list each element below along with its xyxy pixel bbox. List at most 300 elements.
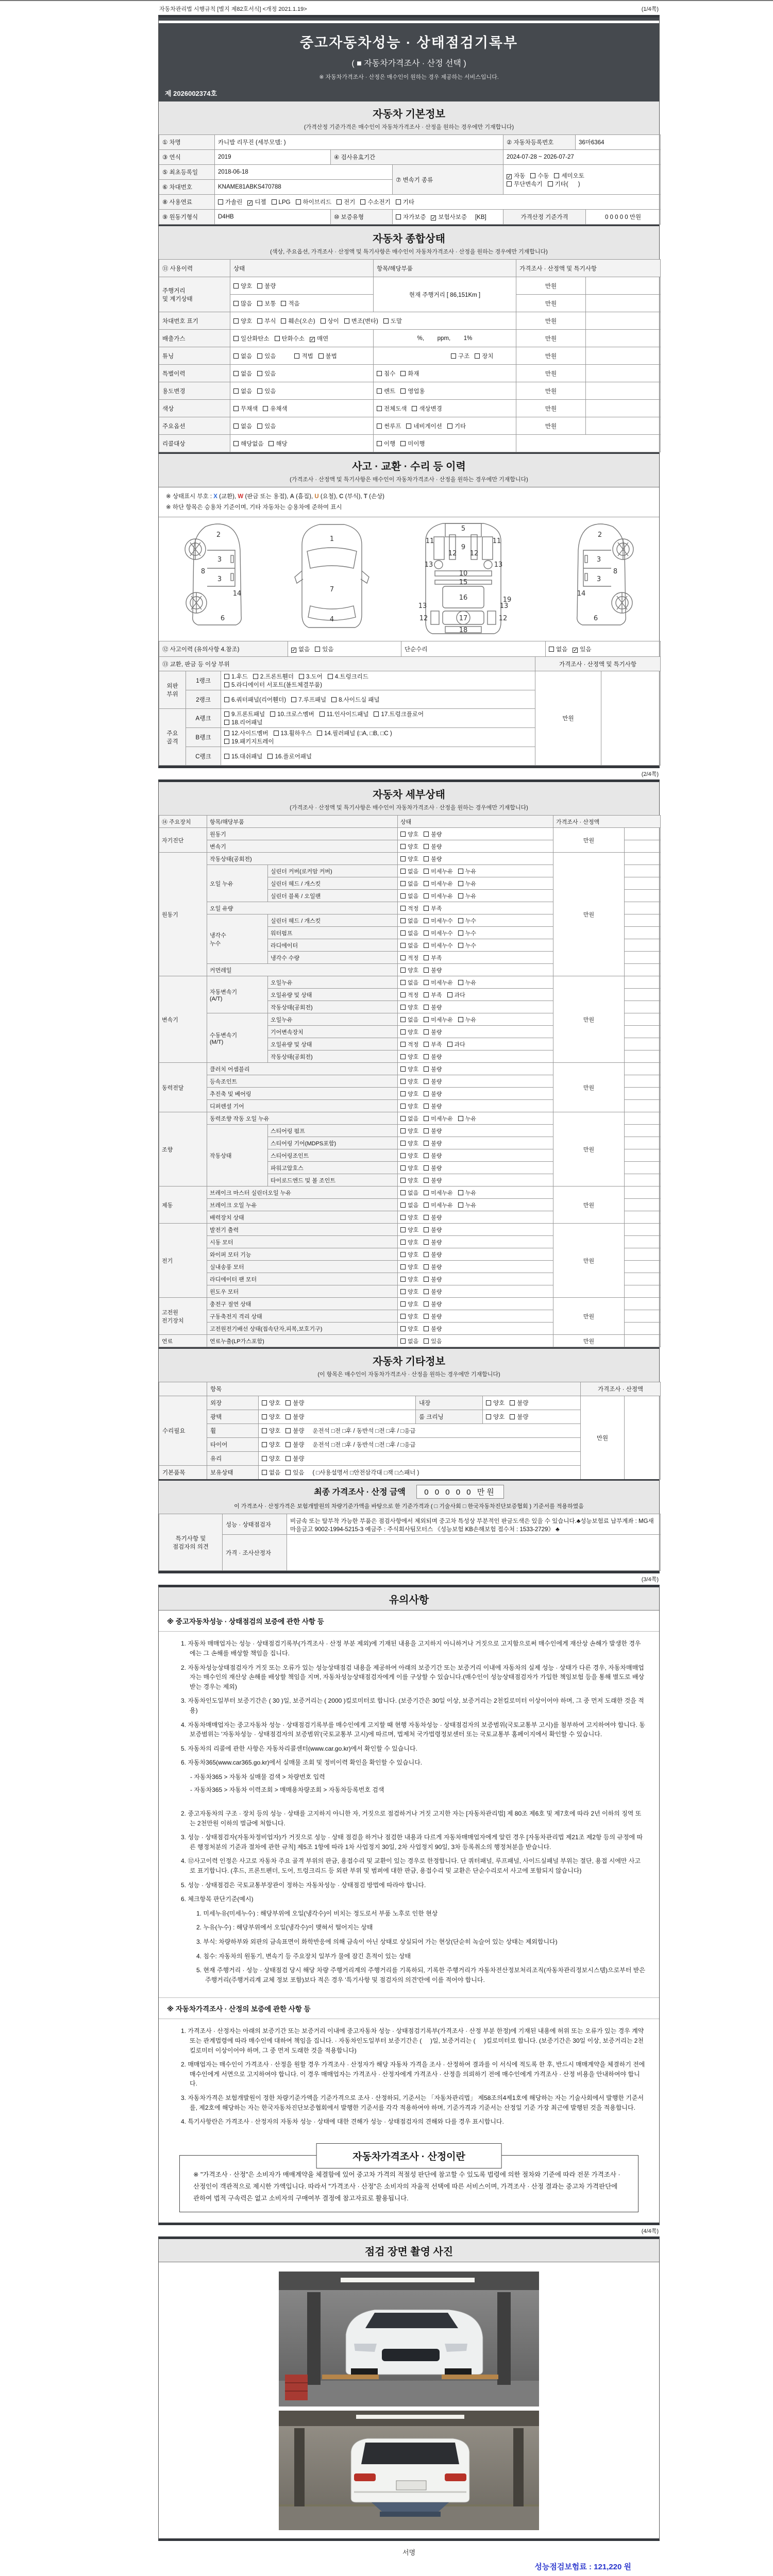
text: 누수 [210, 940, 221, 947]
field-label-car-name [159, 135, 215, 150]
checkbox-3.도어[interactable] [299, 674, 304, 679]
checkbox-16.플로어패널[interactable] [267, 754, 273, 759]
checkbox-불량[interactable] [424, 1104, 429, 1109]
checkbox-불량[interactable] [424, 1264, 429, 1269]
checkbox-미이행[interactable] [400, 441, 406, 446]
checkbox-label: 없음 [408, 1190, 419, 1196]
caution-item: - 자동차365 > 자동차 실매물 검색 > 차량번호 입력 [190, 1773, 325, 1781]
state-checks [398, 1149, 553, 1162]
checkbox-누유[interactable] [458, 893, 463, 899]
checkbox-기타[interactable] [396, 199, 401, 205]
document-title: 중고자동차성능 · 상태점검기록부 [299, 35, 518, 50]
checkbox-부족[interactable] [424, 906, 429, 911]
checkbox-15.대쉬패널[interactable] [224, 754, 229, 759]
checkbox-양호[interactable] [486, 1400, 491, 1405]
checkbox-불량[interactable] [424, 1091, 429, 1096]
checkbox-label: 8.사이드실 패널 [339, 697, 380, 703]
checkbox-17.트렁크플로어[interactable] [374, 711, 379, 717]
checkbox-양호[interactable] [400, 1314, 406, 1319]
checkbox-label: 무단변속기 [514, 181, 543, 188]
checkbox-불량[interactable] [424, 1227, 429, 1232]
checkbox-label: 불량 [293, 1400, 305, 1407]
section-subtitle: (이 항목은 매수인이 자동차가격조사 · 산정을 원하는 경우에만 기재합니다) [317, 1371, 500, 1378]
checkbox-LPG[interactable] [272, 199, 277, 205]
checkbox-기타( )[interactable] [548, 181, 553, 187]
checkbox-양호[interactable] [400, 1301, 406, 1307]
checkbox-있음[interactable] [424, 1338, 429, 1344]
checkbox-불량[interactable] [285, 1414, 291, 1419]
checkbox-없음[interactable] [400, 881, 406, 886]
checkbox-양호[interactable] [400, 1240, 406, 1245]
checkbox-불량[interactable] [424, 1128, 429, 1133]
checkbox-없음[interactable] [233, 388, 239, 394]
text: 1랭크 [196, 678, 211, 685]
checkbox-적정[interactable] [400, 955, 406, 960]
caution-item: 5. 현재 주행거리 · 성능 · 상태점검 당시 해당 차량 주행거리계의 주행거리를 기록하되, 기록한 주행거리가 자동차전산정보처리조직(자동차관리정보시스템)으로부터 받은 주행거리(주행거리계 교체 정보 포함)보다 적은 경우 '특기사항 및 점검자의 의견'란에 이를 적어야 합니다. [196, 1967, 645, 1984]
checkbox-훼손(오손)[interactable] [281, 318, 286, 324]
diagram-label: 2 [216, 531, 221, 539]
checkbox-없음[interactable] [262, 1470, 267, 1475]
checkbox-불량[interactable] [424, 1178, 429, 1183]
checkbox-누수[interactable] [458, 943, 463, 948]
checkbox-label: 불량 [431, 1103, 442, 1110]
checkbox-유채색[interactable] [263, 406, 268, 411]
state-checks [398, 1075, 553, 1088]
checkbox-불량[interactable] [285, 1456, 291, 1461]
checkbox-label: 누유 [465, 880, 477, 887]
checkbox-있음[interactable] [257, 388, 262, 394]
checkbox-불량[interactable] [424, 1005, 429, 1010]
checkbox-없음[interactable] [400, 1017, 406, 1022]
price-cell [516, 347, 586, 365]
text: A랭크 [195, 716, 211, 722]
blank-cell [625, 1298, 661, 1310]
diagram-label: 12 [448, 550, 457, 558]
checkbox-label: 없음 [408, 1115, 419, 1122]
checkbox-양호[interactable] [400, 1079, 406, 1084]
checkbox-label: 16.플로어패널 [275, 753, 312, 760]
checkbox-무채색[interactable] [233, 406, 239, 411]
checkbox-양호[interactable] [400, 1252, 406, 1257]
checkbox-불량[interactable] [424, 1054, 429, 1059]
text: 타이로드엔드 및 볼 조인트 [271, 1177, 336, 1184]
checkbox-매연[interactable] [310, 337, 315, 342]
checkbox-있음[interactable] [285, 1470, 291, 1475]
item-mt [207, 1013, 268, 1063]
checkbox-10.크로스멤버[interactable] [270, 711, 275, 717]
checkbox-누유[interactable] [458, 881, 463, 886]
checkbox-label: 양호 [408, 1326, 419, 1332]
device-fuel [159, 1335, 207, 1347]
checkbox-누수[interactable] [458, 918, 463, 923]
checkbox-label: 부식 [264, 318, 276, 325]
checkbox-기타[interactable] [447, 423, 452, 429]
sub-cylinder-head2 [268, 914, 398, 927]
blank-cell [625, 853, 661, 865]
checkbox-양호[interactable] [233, 318, 239, 324]
checkbox-불량[interactable] [424, 1326, 429, 1331]
checkbox-미세누수[interactable] [424, 930, 429, 936]
legend-desc: (교환), [217, 494, 238, 500]
checkbox-양호[interactable] [400, 1326, 406, 1331]
checkbox-미세누유[interactable] [424, 881, 429, 886]
checkbox-5.라디에이터 서포트(볼트체결부품)[interactable] [224, 682, 229, 687]
checkbox-변조(변타)[interactable] [344, 318, 349, 324]
sub-cylinder-head [268, 877, 398, 890]
checkbox-없음[interactable] [233, 423, 239, 429]
checkbox-보통[interactable] [257, 301, 262, 306]
checkbox-있음[interactable] [257, 423, 262, 429]
checkbox-불량[interactable] [424, 1153, 429, 1158]
checkbox-불량[interactable] [424, 1240, 429, 1245]
row-label-emission [159, 330, 230, 347]
checkbox-불량[interactable] [424, 1066, 429, 1072]
checkbox-불량[interactable] [424, 1141, 429, 1146]
checkbox-많음[interactable] [233, 301, 239, 306]
checkbox-불량[interactable] [285, 1442, 291, 1447]
checkbox-없음[interactable] [400, 980, 406, 985]
checkbox-없음[interactable] [400, 918, 406, 923]
text: 오일 유량 [210, 905, 233, 912]
checkbox-누유[interactable] [458, 1190, 463, 1195]
checkbox-양호[interactable] [400, 1066, 406, 1072]
checkbox-label: 도말 [390, 318, 402, 325]
checkbox-양호[interactable] [400, 1165, 406, 1171]
checkbox-렌트[interactable] [377, 388, 382, 394]
checkbox-미세누유[interactable] [424, 1190, 429, 1195]
checkbox-자동[interactable] [507, 174, 512, 179]
checkbox-양호[interactable] [400, 1091, 406, 1096]
checkbox-부식[interactable] [257, 318, 262, 324]
checkbox-상이[interactable] [321, 318, 326, 324]
checkbox-9.프론트패널[interactable] [224, 711, 229, 717]
checkbox-있음[interactable] [257, 371, 262, 376]
col-header-state [230, 260, 374, 277]
checkbox-label: 매연 [316, 335, 329, 342]
checkbox-해당없음[interactable] [233, 441, 239, 446]
text: 가격조사 · 산정액 및 특기사항 [519, 265, 597, 272]
diagram-label: 18 [459, 626, 467, 635]
diagram-label: 9 [461, 544, 465, 552]
blank-cell [625, 1335, 661, 1347]
checkbox-label: 없음 [408, 930, 419, 937]
checkbox-양호[interactable] [262, 1414, 267, 1419]
row-label-special-history [159, 365, 230, 382]
item-wheel [207, 1424, 259, 1438]
price-cell [553, 976, 625, 1063]
checkbox-label: 없음 [408, 1338, 419, 1345]
checkbox-적법[interactable] [294, 353, 299, 359]
checkbox-무단변속기[interactable] [507, 181, 512, 187]
checkbox-양호[interactable] [400, 1104, 406, 1109]
checkbox-14.필러패널 (□A, □B, □C )[interactable] [317, 731, 322, 736]
checkbox-양호[interactable] [400, 1277, 406, 1282]
checkbox-불량[interactable] [424, 1314, 429, 1319]
checkbox-양호[interactable] [400, 1128, 406, 1133]
checkbox-4.트렁크리드[interactable] [328, 674, 333, 679]
text: %, ppm, 1% [417, 335, 473, 342]
item-idle-state [207, 853, 398, 865]
state-checks [398, 914, 553, 927]
checkbox-label: 보험사보증 [438, 214, 467, 221]
checkbox-썬루프[interactable] [377, 423, 382, 429]
checkbox-양호[interactable] [400, 856, 406, 861]
checkbox-구조[interactable] [451, 353, 456, 359]
checkbox-19.패키지트레이[interactable] [224, 739, 229, 744]
checkbox-미세누유[interactable] [424, 1017, 429, 1022]
text: 만원 [583, 1258, 595, 1264]
checkbox-수동[interactable] [530, 173, 535, 178]
section-basic-info [159, 101, 659, 135]
legend-code-X: X [213, 494, 217, 500]
checkbox-양호[interactable] [400, 1054, 406, 1059]
checkbox-수소전기[interactable] [360, 199, 365, 205]
checkbox-양호[interactable] [400, 1005, 406, 1010]
checkbox-미세누유[interactable] [424, 980, 429, 985]
checkbox-없음[interactable] [400, 869, 406, 874]
checkbox-label: 불량 [431, 1078, 442, 1085]
checkbox-하이브리드[interactable] [296, 199, 301, 205]
checkbox-네비게이션[interactable] [406, 423, 411, 429]
checkbox-없음[interactable] [233, 371, 239, 376]
checkbox-미세누유[interactable] [424, 869, 429, 874]
state-checks [398, 1063, 553, 1075]
item-steering-oil-leak [207, 1112, 398, 1125]
checkbox-없음[interactable] [400, 943, 406, 948]
checkbox-label: 누유 [465, 979, 477, 986]
blank-cell [625, 1013, 661, 1026]
checkbox-탄화수소[interactable] [275, 336, 280, 341]
checkbox-label: 미세누유 [431, 880, 453, 887]
checkbox-도말[interactable] [383, 318, 389, 324]
checkbox-부족[interactable] [424, 1042, 429, 1047]
checkbox-불량[interactable] [285, 1428, 291, 1433]
checkbox-불량[interactable] [424, 1277, 429, 1282]
checkbox-11.인사이드패널[interactable] [320, 711, 325, 717]
checkbox-누유[interactable] [458, 1202, 463, 1208]
car-name-value [215, 135, 503, 150]
checkbox-영업용[interactable] [400, 388, 406, 394]
checkbox-색상변경[interactable] [412, 406, 417, 411]
checkbox-불량[interactable] [424, 856, 429, 861]
text: C랭크 [195, 753, 211, 760]
text: 차대번호 표기 [162, 318, 198, 325]
sub-at-oil-leak [268, 976, 398, 989]
checkbox-불량[interactable] [285, 1400, 291, 1405]
text: 동력조향 작동 오일 누유 [210, 1115, 270, 1122]
blank-cell [625, 1063, 661, 1075]
checkbox-누수[interactable] [458, 930, 463, 936]
checkbox-없음[interactable] [400, 1116, 406, 1121]
checkbox-label: 양호 [408, 1078, 419, 1085]
checkbox-미세누유[interactable] [424, 1202, 429, 1208]
checkbox-label: 수동 [537, 173, 549, 179]
checkbox-있음[interactable] [257, 353, 262, 359]
caution-item: 1. 미세누유(미세누수) : 해당부위에 오일(냉각수)이 비치는 정도로서 부품 노후로 인한 현상 [196, 1909, 438, 1917]
checkbox-미세누유[interactable] [424, 893, 429, 899]
text: 유리 [210, 1456, 222, 1463]
checkbox-누유[interactable] [458, 980, 463, 985]
accident-history-row [159, 641, 661, 657]
blank-cell [625, 1285, 661, 1298]
checkbox-불량[interactable] [424, 1289, 429, 1294]
checkbox-label: 양호 [408, 1214, 419, 1221]
price-cell [516, 312, 586, 330]
checkbox-label: 기타( ) [554, 181, 580, 188]
checkbox-없음[interactable] [400, 930, 406, 936]
checkbox-없음[interactable] [549, 647, 554, 652]
text: 광택 [210, 1414, 222, 1421]
state-checks [398, 939, 553, 952]
checkbox-적음[interactable] [281, 301, 286, 306]
checkbox-8.사이드실 패널[interactable] [331, 697, 337, 702]
simple-repair-checks [546, 641, 661, 657]
checkbox-7.루프패널[interactable] [291, 697, 296, 702]
checkbox-적정[interactable] [400, 906, 406, 911]
appraiser-remarks [287, 1535, 661, 1571]
checkbox-label: 네비게이션 [413, 423, 442, 430]
checkbox-양호[interactable] [262, 1400, 267, 1405]
checkbox-불량[interactable] [424, 968, 429, 973]
explainer-title: 자동차가격조사 · 산정이란 [316, 2143, 502, 2168]
checkbox-양호[interactable] [400, 1227, 406, 1232]
checkbox-누유[interactable] [458, 1116, 463, 1121]
checkbox-양호[interactable] [400, 968, 406, 973]
checkbox-없음[interactable] [400, 1202, 406, 1208]
state-checks [398, 1310, 553, 1323]
checkbox-가솔린[interactable] [218, 199, 223, 205]
checkbox-label: 3.도어 [306, 674, 323, 681]
text: ⑭ 주요장치 [162, 819, 191, 825]
checkbox-1.후드[interactable] [224, 674, 229, 679]
checkbox-6.쿼터패널(리어휀더)[interactable] [224, 697, 229, 702]
section-title: 사고 · 교환 · 수리 등 이력 [352, 461, 466, 472]
checkbox-불량[interactable] [424, 1301, 429, 1307]
checkbox-label: 미세누수 [431, 918, 453, 924]
checkbox-과다[interactable] [447, 1042, 452, 1047]
device-electric [159, 1224, 207, 1298]
checkbox-양호[interactable] [262, 1456, 267, 1461]
checkbox-누유[interactable] [458, 1017, 463, 1022]
checkbox-세미오토[interactable] [554, 173, 559, 178]
checkbox-미세누수[interactable] [424, 918, 429, 923]
text: 기본품목 [162, 1470, 186, 1477]
checkbox-부족[interactable] [424, 992, 429, 997]
checkbox-label: 있음 [322, 646, 334, 653]
recall-checks [230, 435, 374, 452]
checkbox-불량[interactable] [424, 1252, 429, 1257]
checkbox-없음[interactable] [400, 893, 406, 899]
checkbox-장치[interactable] [475, 353, 480, 359]
text: ⑦ 변속기 종류 [396, 177, 433, 183]
blank-cell [586, 330, 661, 347]
checkbox-양호[interactable] [400, 1141, 406, 1146]
checkbox-양호[interactable] [400, 1289, 406, 1294]
checkbox-없음[interactable] [400, 1338, 406, 1344]
checkbox-label: 변조(변타) [351, 318, 378, 325]
text: 고전원전기배선 상태(접속단자,피복,보호기구) [210, 1326, 323, 1332]
checkbox-침수[interactable] [377, 371, 382, 376]
item-oil-level [207, 902, 398, 914]
checkbox-자가보증[interactable] [396, 214, 401, 219]
checkbox-양호[interactable] [233, 283, 239, 289]
text: 만원 [583, 1313, 595, 1320]
checkbox-양호[interactable] [400, 844, 406, 849]
tuning-type-checks [374, 347, 516, 365]
blank-cell [625, 840, 661, 853]
checkbox-label: 불량 [431, 856, 442, 862]
checkbox-불량[interactable] [424, 1215, 429, 1220]
checkbox-일산화탄소[interactable] [233, 336, 239, 341]
checkbox-불량[interactable] [424, 1029, 429, 1035]
sub-steering-joint [268, 1149, 398, 1162]
checkbox-label: 미세누유 [431, 1202, 453, 1209]
checkbox-불량[interactable] [424, 844, 429, 849]
checkbox-12.사이드멤버[interactable] [224, 731, 229, 736]
label-appraiser [223, 1535, 287, 1571]
checkbox-이행[interactable] [377, 441, 382, 446]
checkbox-전체도색[interactable] [377, 406, 382, 411]
checkbox-양호[interactable] [486, 1414, 491, 1419]
checkbox-적정[interactable] [400, 992, 406, 997]
text: ⑩ 보증유형 [334, 214, 364, 221]
checkbox-양호[interactable] [400, 1178, 406, 1183]
checkbox-양호[interactable] [400, 1029, 406, 1035]
blank-cell [586, 312, 661, 330]
checkbox-디젤[interactable] [247, 200, 253, 206]
checkbox-없음[interactable] [233, 353, 239, 359]
checkbox-적정[interactable] [400, 1042, 406, 1047]
checkbox-누유[interactable] [458, 869, 463, 874]
caution-item: 3. 자동차인도일부터 보증기간은 ( 30 )일, 보증거리는 ( 2000 )킬로미터로 합니다. (보증기간은 30일 이상, 보증거리는 2천킬로미터 이상이어야 하며, 그 중 먼저 도래한 것을 적용) [181, 1697, 644, 1714]
checkbox-불량[interactable] [510, 1400, 515, 1405]
checkbox-과다[interactable] [447, 992, 452, 997]
checkbox-양호[interactable] [262, 1442, 267, 1447]
text: 0 0 0 0 0 만원 [604, 214, 642, 221]
checkbox-불량[interactable] [257, 283, 262, 289]
checkbox-있음[interactable] [315, 647, 320, 652]
checkbox-전기[interactable] [337, 199, 342, 205]
checkbox-2.프론트휀더[interactable] [253, 674, 258, 679]
checkbox-불량[interactable] [510, 1414, 515, 1419]
item-window-motor [207, 1285, 398, 1298]
checkbox-양호[interactable] [400, 832, 406, 837]
checkbox-label: 양호 [408, 1165, 419, 1172]
checkbox-있음[interactable] [573, 648, 578, 653]
checkbox-label: 양호 [408, 1103, 419, 1110]
checkbox-양호[interactable] [400, 1264, 406, 1269]
checkbox-label: 미세누유 [431, 979, 453, 986]
checkbox-미세누수[interactable] [424, 943, 429, 948]
checkbox-불법[interactable] [318, 353, 324, 359]
checkbox-불량[interactable] [424, 832, 429, 837]
checkbox-불량[interactable] [424, 1079, 429, 1084]
checkbox-양호[interactable] [262, 1428, 267, 1433]
checkbox-13.휠하우스[interactable] [274, 731, 279, 736]
checkbox-없음[interactable] [400, 1190, 406, 1195]
checkbox-불량[interactable] [424, 1165, 429, 1171]
checkbox-양호[interactable] [400, 1153, 406, 1158]
checkbox-18.리어패널[interactable] [224, 720, 229, 725]
checkbox-부족[interactable] [424, 955, 429, 960]
checkbox-미세누유[interactable] [424, 1116, 429, 1121]
checkbox-보험사보증[interactable] [431, 215, 436, 221]
checkbox-없음[interactable] [291, 648, 296, 653]
checkbox-화재[interactable] [400, 371, 406, 376]
checkbox-양호[interactable] [400, 1215, 406, 1220]
checkbox-해당[interactable] [268, 441, 274, 446]
checkbox-label: 불법 [325, 353, 337, 360]
